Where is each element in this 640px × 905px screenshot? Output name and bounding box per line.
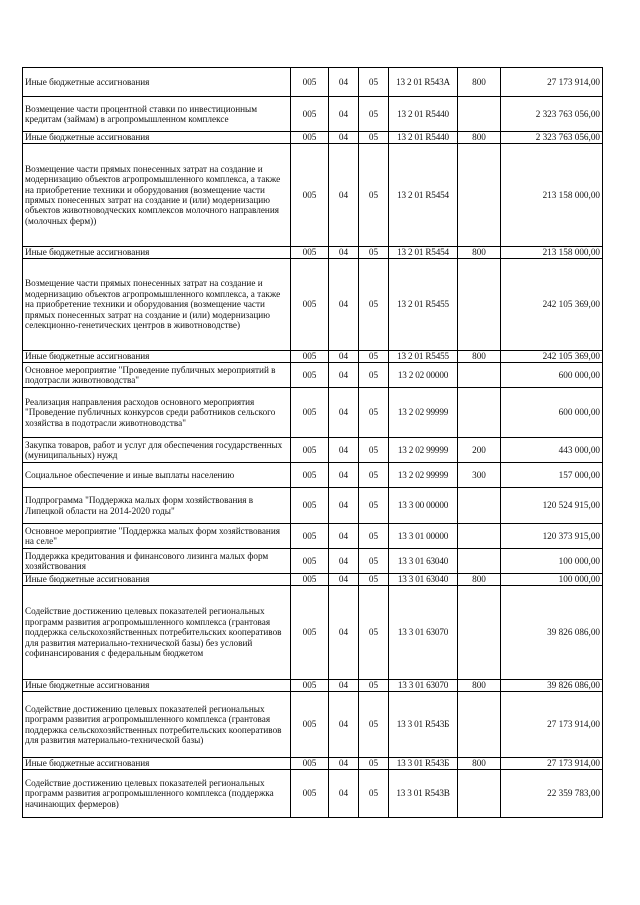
row-vr-cell xyxy=(458,97,501,132)
row-gr-cell: 005 xyxy=(291,758,329,770)
row-sum-cell: 2 323 763 056,00 xyxy=(501,97,603,132)
table-row xyxy=(23,247,603,259)
row-rz-cell: 04 xyxy=(329,680,359,692)
table-row xyxy=(23,438,603,463)
row-sum-cell: 213 158 000,00 xyxy=(501,247,603,259)
row-sum-cell: 600 000,00 xyxy=(501,363,603,388)
row-pr-cell: 05 xyxy=(359,438,389,463)
row-csr-cell: 13 2 01 R5440 xyxy=(389,97,458,132)
row-pr-cell: 05 xyxy=(359,524,389,549)
row-csr-cell: 13 3 01 R543В xyxy=(389,770,458,818)
row-pr-cell: 05 xyxy=(359,586,389,680)
table-row xyxy=(23,132,603,144)
row-sum-cell: 213 158 000,00 xyxy=(501,144,603,247)
row-pr-cell: 05 xyxy=(359,463,389,488)
row-vr-cell: 300 xyxy=(458,463,501,488)
row-pr-cell: 05 xyxy=(359,758,389,770)
row-vr-cell: 800 xyxy=(458,351,501,363)
table-row xyxy=(23,388,603,438)
row-csr-cell: 13 2 01 R5454 xyxy=(389,247,458,259)
row-csr-cell: 13 3 00 00000 xyxy=(389,488,458,524)
row-csr-cell: 13 2 01 R5440 xyxy=(389,132,458,144)
row-name-cell: Иные бюджетные ассигнования xyxy=(23,247,291,259)
table-row xyxy=(23,586,603,680)
row-gr-cell: 005 xyxy=(291,144,329,247)
table-row xyxy=(23,259,603,351)
row-gr-cell: 005 xyxy=(291,463,329,488)
row-sum-cell: 27 173 914,00 xyxy=(501,692,603,758)
row-rz-cell: 04 xyxy=(329,549,359,574)
row-sum-cell: 27 173 914,00 xyxy=(501,68,603,97)
row-name-cell: Подпрограмма "Поддержка малых форм хозяйствования в Липецкой области на 2014-2020 годы" xyxy=(23,488,291,524)
row-rz-cell: 04 xyxy=(329,132,359,144)
row-sum-cell: 100 000,00 xyxy=(501,574,603,586)
row-gr-cell: 005 xyxy=(291,388,329,438)
row-rz-cell: 04 xyxy=(329,692,359,758)
row-pr-cell: 05 xyxy=(359,68,389,97)
row-name-cell: Иные бюджетные ассигнования xyxy=(23,758,291,770)
row-csr-cell: 13 3 01 R543Б xyxy=(389,758,458,770)
row-name-cell: Поддержка кредитования и финансового лизинга малых форм хозяйствования xyxy=(23,549,291,574)
row-sum-cell: 120 373 915,00 xyxy=(501,524,603,549)
row-name-cell: Возмещение части прямых понесенных затрат на создание и модернизацию объектов агропромышленного комплекса, а также на приобретение техники и оборудования (возмещение части прямых понесенных затрат на создание и (или) модернизацию объектов животноводческих комплексов молочного направления (молочных ферм)) xyxy=(23,144,291,247)
row-csr-cell: 13 3 01 R543Б xyxy=(389,692,458,758)
row-rz-cell: 04 xyxy=(329,758,359,770)
row-gr-cell: 005 xyxy=(291,770,329,818)
row-name-cell: Основное мероприятие "Поддержка малых форм хозяйствования на селе" xyxy=(23,524,291,549)
row-csr-cell: 13 2 02 99999 xyxy=(389,388,458,438)
row-csr-cell: 13 3 01 63070 xyxy=(389,680,458,692)
row-gr-cell: 005 xyxy=(291,488,329,524)
row-gr-cell: 005 xyxy=(291,680,329,692)
row-pr-cell: 05 xyxy=(359,770,389,818)
row-rz-cell: 04 xyxy=(329,524,359,549)
row-csr-cell: 13 2 01 R5455 xyxy=(389,259,458,351)
row-csr-cell: 13 2 02 99999 xyxy=(389,463,458,488)
row-csr-cell: 13 2 01 R543A xyxy=(389,68,458,97)
row-csr-cell: 13 2 01 R5454 xyxy=(389,144,458,247)
row-gr-cell: 005 xyxy=(291,247,329,259)
row-rz-cell: 04 xyxy=(329,463,359,488)
row-pr-cell: 05 xyxy=(359,247,389,259)
row-sum-cell: 242 105 369,00 xyxy=(501,351,603,363)
row-vr-cell xyxy=(458,363,501,388)
table-row xyxy=(23,97,603,132)
table-row xyxy=(23,680,603,692)
row-name-cell: Содействие достижению целевых показателей региональных программ развития агропромышленного комплекса (грантовая поддержка сельскохозяйственных потребительских кооперативов для развития материально-технической базы) без условий софинансирования с федеральным бюджетом xyxy=(23,586,291,680)
row-pr-cell: 05 xyxy=(359,388,389,438)
row-name-cell: Иные бюджетные ассигнования xyxy=(23,351,291,363)
row-gr-cell: 005 xyxy=(291,68,329,97)
row-pr-cell: 05 xyxy=(359,680,389,692)
row-sum-cell: 39 826 086,00 xyxy=(501,680,603,692)
table-row xyxy=(23,363,603,388)
row-rz-cell: 04 xyxy=(329,363,359,388)
row-rz-cell: 04 xyxy=(329,574,359,586)
row-vr-cell: 800 xyxy=(458,68,501,97)
row-sum-cell: 443 000,00 xyxy=(501,438,603,463)
table-row xyxy=(23,488,603,524)
table-row xyxy=(23,144,603,247)
row-name-cell: Возмещение части процентной ставки по инвестиционным кредитам (займам) в агропромышленном комплексе xyxy=(23,97,291,132)
row-pr-cell: 05 xyxy=(359,259,389,351)
row-sum-cell: 27 173 914,00 xyxy=(501,758,603,770)
table-row xyxy=(23,524,603,549)
table-body xyxy=(23,68,603,818)
row-csr-cell: 13 2 02 00000 xyxy=(389,363,458,388)
row-rz-cell: 04 xyxy=(329,97,359,132)
row-name-cell: Возмещение части прямых понесенных затрат на создание и модернизацию объектов агропромышленного комплекса, а также на приобретение техники и оборудования (возмещение части прямых понесенных затрат на создание и (или) модернизацию селекционно-генетических центров в животноводстве) xyxy=(23,259,291,351)
row-rz-cell: 04 xyxy=(329,259,359,351)
row-gr-cell: 005 xyxy=(291,363,329,388)
row-gr-cell: 005 xyxy=(291,549,329,574)
row-gr-cell: 005 xyxy=(291,574,329,586)
row-rz-cell: 04 xyxy=(329,144,359,247)
row-csr-cell: 13 3 01 63040 xyxy=(389,549,458,574)
row-name-cell: Иные бюджетные ассигнования xyxy=(23,68,291,97)
row-pr-cell: 05 xyxy=(359,574,389,586)
row-sum-cell: 157 000,00 xyxy=(501,463,603,488)
row-rz-cell: 04 xyxy=(329,388,359,438)
row-vr-cell: 800 xyxy=(458,132,501,144)
row-name-cell: Социальное обеспечение и иные выплаты населению xyxy=(23,463,291,488)
row-vr-cell: 800 xyxy=(458,758,501,770)
row-gr-cell: 005 xyxy=(291,132,329,144)
row-rz-cell: 04 xyxy=(329,68,359,97)
row-rz-cell: 04 xyxy=(329,247,359,259)
table-row xyxy=(23,463,603,488)
row-name-cell: Содействие достижению целевых показателей региональных программ развития агропромышленного комплекса (поддержка начинающих фермеров) xyxy=(23,770,291,818)
row-vr-cell: 800 xyxy=(458,247,501,259)
row-pr-cell: 05 xyxy=(359,549,389,574)
row-rz-cell: 04 xyxy=(329,351,359,363)
row-vr-cell xyxy=(458,144,501,247)
row-vr-cell xyxy=(458,770,501,818)
row-csr-cell: 13 2 02 99999 xyxy=(389,438,458,463)
row-pr-cell: 05 xyxy=(359,132,389,144)
row-rz-cell: 04 xyxy=(329,586,359,680)
row-sum-cell: 600 000,00 xyxy=(501,388,603,438)
row-vr-cell xyxy=(458,488,501,524)
table-row xyxy=(23,770,603,818)
row-vr-cell xyxy=(458,524,501,549)
row-name-cell: Закупка товаров, работ и услуг для обеспечения государственных (муниципальных) нужд xyxy=(23,438,291,463)
row-vr-cell: 200 xyxy=(458,438,501,463)
row-name-cell: Основное мероприятие "Проведение публичных мероприятий в подотрасли животноводства" xyxy=(23,363,291,388)
row-name-cell: Иные бюджетные ассигнования xyxy=(23,132,291,144)
row-pr-cell: 05 xyxy=(359,488,389,524)
row-vr-cell xyxy=(458,692,501,758)
row-gr-cell: 005 xyxy=(291,524,329,549)
row-csr-cell: 13 3 01 63070 xyxy=(389,586,458,680)
row-vr-cell xyxy=(458,586,501,680)
row-vr-cell: 800 xyxy=(458,574,501,586)
row-name-cell: Иные бюджетные ассигнования xyxy=(23,574,291,586)
row-csr-cell: 13 3 01 63040 xyxy=(389,574,458,586)
row-vr-cell xyxy=(458,388,501,438)
row-sum-cell: 39 826 086,00 xyxy=(501,586,603,680)
row-pr-cell: 05 xyxy=(359,144,389,247)
row-gr-cell: 005 xyxy=(291,692,329,758)
table-row xyxy=(23,68,603,97)
row-gr-cell: 005 xyxy=(291,97,329,132)
row-name-cell: Содействие достижению целевых показателей региональных программ развития агропромышленного комплекса (грантовая поддержка сельскохозяйственных потребительских кооперативов для развития материально-технической базы) xyxy=(23,692,291,758)
row-csr-cell: 13 2 01 R5455 xyxy=(389,351,458,363)
row-pr-cell: 05 xyxy=(359,363,389,388)
row-rz-cell: 04 xyxy=(329,438,359,463)
row-pr-cell: 05 xyxy=(359,97,389,132)
row-sum-cell: 120 524 915,00 xyxy=(501,488,603,524)
row-sum-cell: 242 105 369,00 xyxy=(501,259,603,351)
budget-table xyxy=(22,67,603,818)
row-gr-cell: 005 xyxy=(291,259,329,351)
row-pr-cell: 05 xyxy=(359,351,389,363)
row-name-cell: Реализация направления расходов основного мероприятия "Проведение публичных конкурсов среди работников сельского хозяйства в подотрасли животноводства" xyxy=(23,388,291,438)
row-csr-cell: 13 3 01 00000 xyxy=(389,524,458,549)
row-sum-cell: 2 323 763 056,00 xyxy=(501,132,603,144)
table-row xyxy=(23,692,603,758)
table-row xyxy=(23,351,603,363)
row-rz-cell: 04 xyxy=(329,770,359,818)
table-row xyxy=(23,758,603,770)
row-vr-cell xyxy=(458,259,501,351)
row-vr-cell xyxy=(458,549,501,574)
row-sum-cell: 100 000,00 xyxy=(501,549,603,574)
row-gr-cell: 005 xyxy=(291,586,329,680)
row-gr-cell: 005 xyxy=(291,438,329,463)
row-gr-cell: 005 xyxy=(291,351,329,363)
table-row xyxy=(23,549,603,574)
row-vr-cell: 800 xyxy=(458,680,501,692)
row-sum-cell: 22 359 783,00 xyxy=(501,770,603,818)
row-rz-cell: 04 xyxy=(329,488,359,524)
row-name-cell: Иные бюджетные ассигнования xyxy=(23,680,291,692)
row-pr-cell: 05 xyxy=(359,692,389,758)
table-row xyxy=(23,574,603,586)
